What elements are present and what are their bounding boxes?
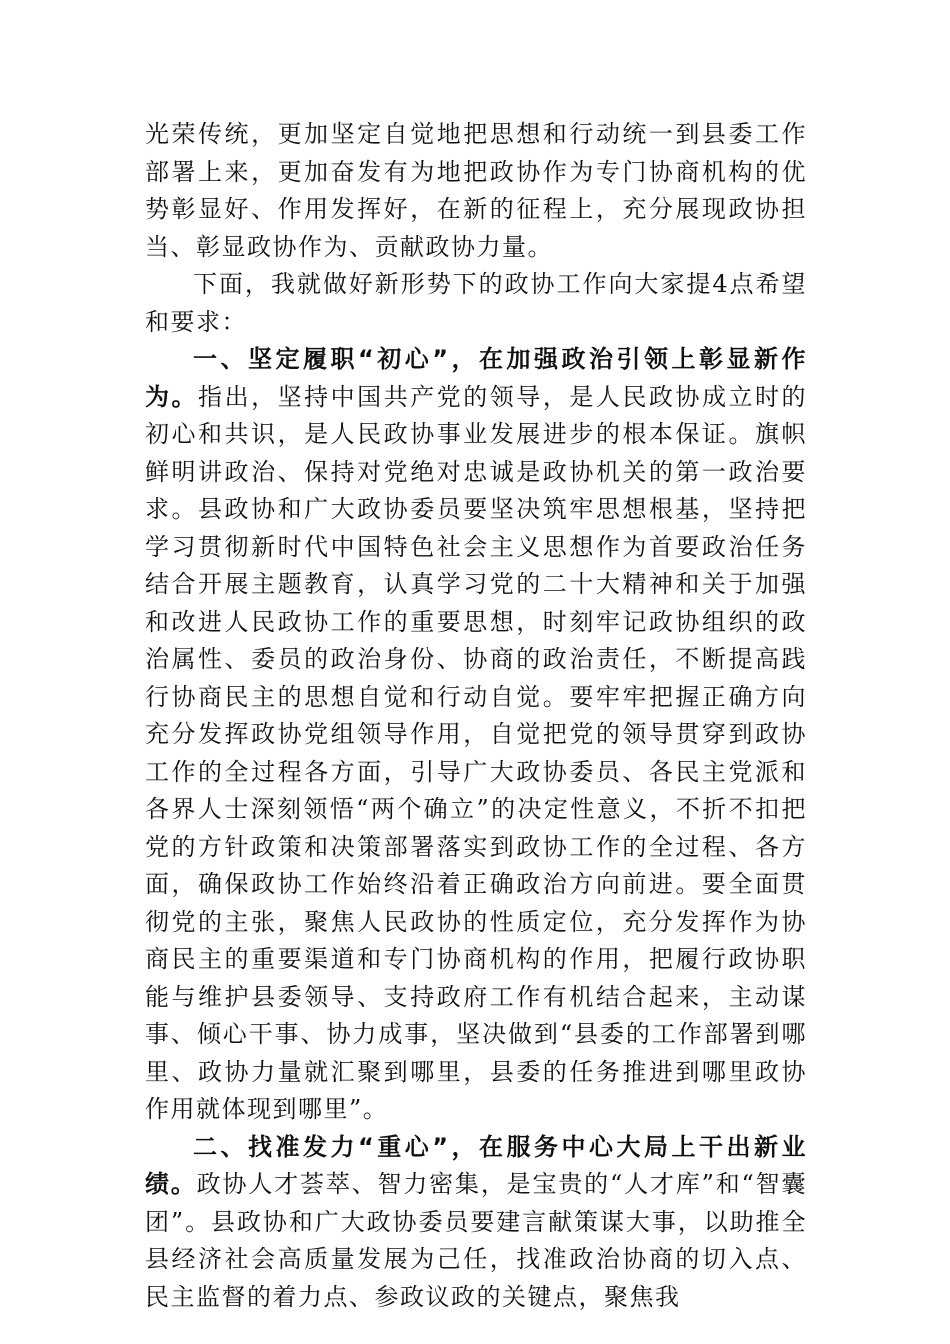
paragraph-2: [145, 266, 807, 341]
paragraph-3: [145, 341, 807, 1129]
section-heading-2: 二、找准发力“重心”，在服务中心大局上干出新业绩。: [145, 1132, 807, 1198]
document-page: [145, 116, 807, 1316]
paragraph-4-text: 政协人才荟萃、智力密集，是宝贵的“人才库”和“智囊团”。县政协和广大政协委员要建言献策谋大事，以助推全县经济社会高质量发展为己任，找准政治协商的切入点、民主监督的着力点、参政议政的关键点，聚焦我: [145, 1170, 807, 1311]
paragraph-2-text: 下面，我就做好新形势下的政协工作向大家提4点希望和要求：: [145, 270, 807, 336]
section-heading-1: 一、坚定履职“初心”，在加强政治引领上彰显新作为。: [145, 345, 807, 411]
paragraph-1: [145, 116, 807, 266]
paragraph-1-text: 光荣传统，更加坚定自觉地把思想和行动统一到县委工作部署上来，更加奋发有为地把政协作为专门协商机构的优势彰显好、作用发挥好，在新的征程上，充分展现政协担当、彰显政协作为、贡献政协力量。: [145, 120, 807, 261]
paragraph-3-text: 指出，坚持中国共产党的领导，是人民政协成立时的初心和共识，是人民政协事业发展进步的根本保证。旗帜鲜明讲政治、保持对党绝对忠诚是政协机关的第一政治要求。县政协和广大政协委员要坚决筑牢思想根基，坚持把学习贯彻新时代中国特色社会主义思想作为首要政治任务结合开展主题教育，认真学习党的二十大精神和关于加强和改进人民政协工作的重要思想，时刻牢记政协组织的政治属性、委员的政治身份、协商的政治责任，不断提高践行协商民主的思想自觉和行动自觉。要牢牢把握正确方向充分发挥政协党组领导作用，自觉把党的领导贯穿到政协工作的全过程各方面，引导广大政协委员、各民主党派和各界人士深刻领悟“两个确立”的决定性意义，不折不扣把党的方针政策和决策部署落实到政协工作的全过程、各方面，确保政协工作始终沿着正确政治方向前进。要全面贯彻党的主张，聚焦人民政协的性质定位，充分发挥作为协商民主的重要渠道和专门协商机构的作用，把履行政协职能与维护县委领导、支持政府工作有机结合起来，主动谋事、倾心干事、协力成事，坚决做到“县委的工作部署到哪里、政协力量就汇聚到哪里，县委的任务推进到哪里政协作用就体现到哪里”。: [145, 382, 808, 1123]
paragraph-4: [145, 1129, 807, 1317]
